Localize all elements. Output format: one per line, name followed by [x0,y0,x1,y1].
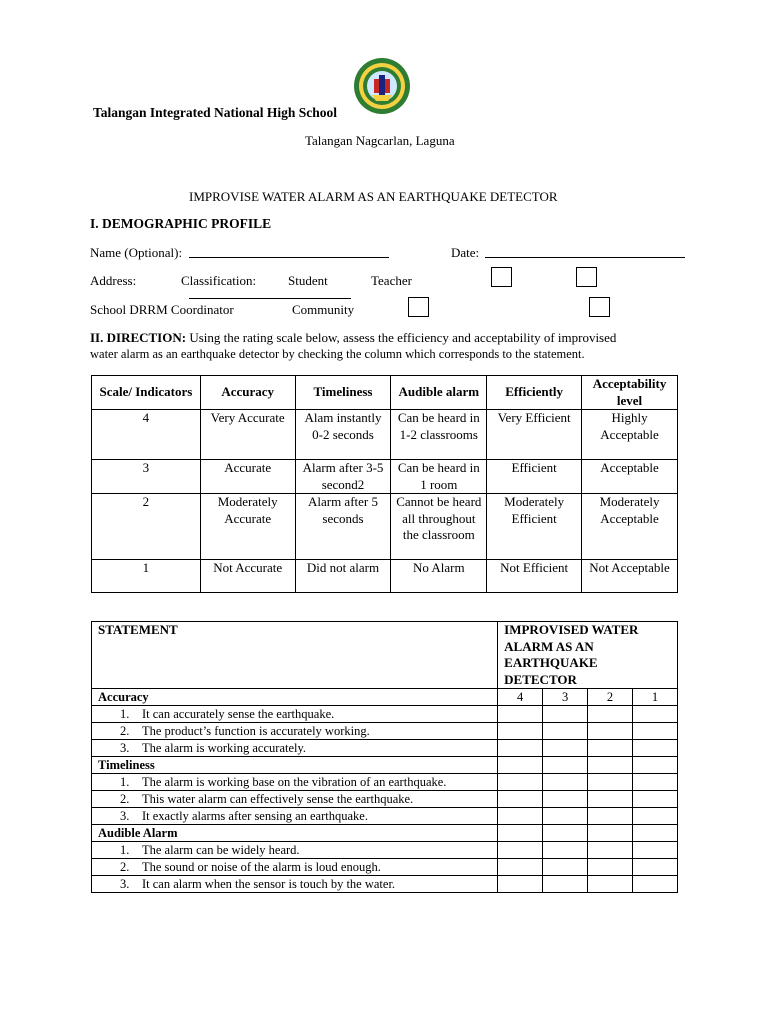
community-checkbox[interactable] [589,297,610,317]
item-text: It can alarm when the sensor is touch by the water. [142,877,396,891]
document-title: IMPROVISE WATER ALARM AS AN EARTHQUAKE DETECTOR [189,189,558,204]
scale-row [92,410,678,460]
item-number: 3. [120,809,130,823]
rating-cell-1[interactable] [633,706,678,723]
scale-row [92,460,678,494]
statement-header: STATEMENT [92,622,498,689]
scale-header: Scale/ Indicators [92,376,201,410]
rating-cell-1 [633,825,678,842]
audible-desc: Cannot be heard all throughout the classroom [391,494,487,560]
rating-cell-4[interactable] [498,723,543,740]
rating-cell-3 [543,757,588,774]
rating-cell-2[interactable] [588,876,633,893]
item-number: 1. [120,775,130,789]
statement-item [92,723,498,740]
acceptability-desc: Acceptable [582,460,678,494]
table-row [92,740,678,757]
rating-cell-3[interactable] [543,740,588,757]
item-number: 3. [120,877,130,891]
rating-cell-2[interactable] [588,723,633,740]
teacher-checkbox[interactable] [576,267,597,287]
rating-cell-2[interactable] [588,808,633,825]
rating-cell-1[interactable] [633,774,678,791]
statement-item [92,808,498,825]
rating-cell-4 [498,757,543,774]
rating-cell-2 [588,757,633,774]
statement-table [91,621,678,893]
rating-cell-1[interactable] [633,740,678,757]
statement-item [92,859,498,876]
table-row [92,842,678,859]
acceptability-desc: Moderately Acceptable [582,494,678,560]
item-number: 2. [120,792,130,806]
statement-item [92,842,498,859]
rating-header: IMPROVISED WATER ALARM AS AN EARTHQUAKE DETECTOR [498,622,678,689]
scale-row [92,494,678,560]
item-number: 3. [120,741,130,755]
rating-cell-3[interactable] [543,791,588,808]
section-timeliness: Timeliness [92,757,498,774]
school-name: Talangan Integrated National High School [93,105,338,120]
audible-desc: Can be heard in 1-2 classrooms [391,410,487,460]
accuracy-desc: Not Accurate [200,560,295,593]
scale-value: 4 [92,410,201,460]
drrm-label: School DRRM Coordinator [90,302,234,317]
rating-cell-1[interactable] [633,791,678,808]
item-text: It exactly alarms after sensing an earthquake. [142,809,368,823]
efficiency-desc: Not Efficient [487,560,582,593]
timeliness-desc: Did not alarm [295,560,391,593]
efficiency-desc: Very Efficient [487,410,582,460]
item-number: 1. [120,707,130,721]
timeliness-header: Timeliness [295,376,391,410]
section-accuracy: Accuracy [92,689,498,706]
date-label: Date: [451,245,480,260]
item-text: It can accurately sense the earthquake. [142,707,335,721]
rating-cell-1[interactable] [633,842,678,859]
teacher-label: Teacher [371,273,412,288]
table-row [92,859,678,876]
scale-value: 3 [92,460,201,494]
accuracy-header: Accuracy [200,376,295,410]
item-text: The product’s function is accurately working. [142,724,370,738]
school-address: Talangan Nagcarlan, Laguna [305,133,455,148]
timeliness-desc: Alarm after 3-5 second2 [295,460,391,494]
demographic-heading: I. DEMOGRAPHIC PROFILE [90,216,272,231]
rating-cell-2 [588,825,633,842]
rating-cell-3[interactable] [543,859,588,876]
statement-item [92,774,498,791]
efficiently-header: Efficiently [487,376,582,410]
scale-col-2: 2 [588,689,633,706]
item-number: 2. [120,860,130,874]
scale-value: 2 [92,494,201,560]
rating-cell-2[interactable] [588,774,633,791]
rating-cell-1[interactable] [633,876,678,893]
direction-text-1: Using the rating scale below, assess the efficiency and acceptability of improvised [186,330,617,345]
community-label: Community [292,302,355,317]
direction-heading: II. DIRECTION: [90,330,187,345]
rating-cell-4[interactable] [498,876,543,893]
section-audible-alarm: Audible Alarm [92,825,498,842]
acceptability-desc: Not Acceptable [582,560,678,593]
table-row [92,706,678,723]
rating-cell-3[interactable] [543,706,588,723]
rating-cell-3[interactable] [543,808,588,825]
drrm-checkbox[interactable] [408,297,429,317]
item-text: The alarm can be widely heard. [142,843,300,857]
date-field[interactable] [485,257,685,258]
name-label: Name (Optional): [90,245,183,260]
rating-cell-4[interactable] [498,859,543,876]
rating-cell-2[interactable] [588,791,633,808]
accuracy-desc: Accurate [200,460,295,494]
rating-cell-3[interactable] [543,876,588,893]
scale-col-1: 1 [633,689,678,706]
accuracy-desc: Moderately Accurate [200,494,295,560]
direction-text-2: water alarm as an earthquake detector by checking the column which corresponds to the statement. [90,347,585,361]
item-text: This water alarm can effectively sense the earthquake. [142,792,414,806]
efficiency-desc: Moderately Efficient [487,494,582,560]
rating-cell-4[interactable] [498,740,543,757]
item-text: The alarm is working base on the vibration of an earthquake. [142,775,447,789]
item-text: The alarm is working accurately. [142,741,307,755]
table-row [92,774,678,791]
acceptability-header: Acceptability level [582,376,678,410]
rating-scale-table [91,375,678,593]
rating-cell-4[interactable] [498,791,543,808]
rating-cell-2[interactable] [588,706,633,723]
direction-line-1 [90,330,616,346]
rating-cell-3[interactable] [543,774,588,791]
timeliness-desc: Alam instantly 0-2 seconds [295,410,391,460]
rating-cell-1[interactable] [633,723,678,740]
scale-col-3: 3 [543,689,588,706]
scale-row [92,560,678,593]
address-field[interactable] [189,298,351,299]
rating-cell-3[interactable] [543,723,588,740]
table-row [92,791,678,808]
rating-cell-1[interactable] [633,808,678,825]
timeliness-desc: Alarm after 5 seconds [295,494,391,560]
school-seal-logo [353,57,411,115]
rating-cell-4[interactable] [498,842,543,859]
rating-cell-4[interactable] [498,774,543,791]
table-row [92,723,678,740]
rating-cell-1[interactable] [633,859,678,876]
efficiency-desc: Efficient [487,460,582,494]
rating-cell-4[interactable] [498,808,543,825]
name-field[interactable] [189,257,389,258]
audible-desc: No Alarm [391,560,487,593]
address-label: Address: [90,273,137,288]
item-text: The sound or noise of the alarm is loud enough. [142,860,381,874]
rating-cell-2[interactable] [588,740,633,757]
scale-value: 1 [92,560,201,593]
rating-cell-3 [543,825,588,842]
rating-cell-2[interactable] [588,859,633,876]
statement-item [92,740,498,757]
table-row [92,876,678,893]
table-row [92,808,678,825]
accuracy-desc: Very Accurate [200,410,295,460]
item-number: 2. [120,724,130,738]
acceptability-desc: Highly Acceptable [582,410,678,460]
rating-cell-4[interactable] [498,706,543,723]
statement-item [92,876,498,893]
scale-col-4: 4 [498,689,543,706]
student-checkbox[interactable] [491,267,512,287]
statement-item [92,791,498,808]
audible-alarm-header: Audible alarm [391,376,487,410]
student-label: Student [288,273,328,288]
statement-item [92,706,498,723]
rating-cell-1 [633,757,678,774]
classification-label: Classification: [181,273,257,288]
item-number: 1. [120,843,130,857]
rating-cell-4 [498,825,543,842]
audible-desc: Can be heard in 1 room [391,460,487,494]
rating-cell-3[interactable] [543,842,588,859]
rating-cell-2[interactable] [588,842,633,859]
